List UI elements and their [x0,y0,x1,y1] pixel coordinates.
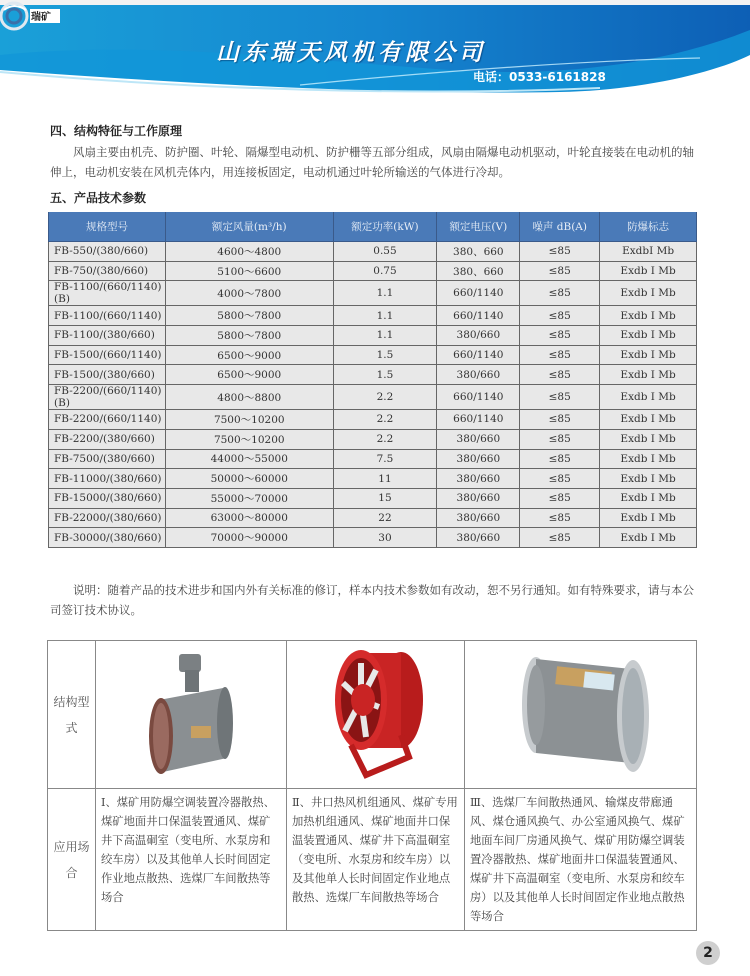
svg-text:瑞矿: 瑞矿 [31,12,51,23]
spec-cell: 380/660 [437,326,520,346]
spec-cell: 7500～10200 [165,410,333,430]
spec-cell: 2.2 [333,429,437,449]
spec-cell: 380/660 [437,365,520,385]
fan-image-2 [287,641,465,789]
spec-cell: FB-1100/(660/1140)(B) [49,281,166,306]
spec-header-cell: 噪声 dB(A) [520,212,600,242]
spec-row [49,281,697,306]
spec-cell: ExdbI Mb [600,242,697,262]
spec-cell: 7.5 [333,449,437,469]
spec-cell: FB-550/(380/660) [49,242,166,262]
spec-cell: 1.1 [333,326,437,346]
spec-row [49,508,697,528]
spec-cell: ≤85 [520,429,600,449]
spec-cell: 660/1140 [437,345,520,365]
spec-cell: 5100～6600 [165,261,333,281]
spec-cell: 660/1140 [437,385,520,410]
spec-cell: 55000～70000 [165,488,333,508]
spec-cell: 660/1140 [437,281,520,306]
spec-row [49,449,697,469]
application-2: Ⅱ、井口热风机组通风、煤矿专用加热机组通风、煤矿地面井口保温装置通风、煤矿井下高温硐室（变电所、水泵房和绞车房）以及其他单人长时间固定作业地点散热、选煤厂车间散热等场合 [287,789,465,931]
spec-header-cell: 防爆标志 [600,212,697,242]
company-name: 山东瑞天风机有限公司 [216,39,486,66]
spec-cell: 380、660 [437,242,520,262]
spec-cell: 380/660 [437,469,520,489]
spec-cell: Exdb I Mb [600,345,697,365]
spec-cell: 70000～90000 [165,528,333,548]
spec-cell: 0.75 [333,261,437,281]
spec-cell: FB-7500/(380/660) [49,449,166,469]
spec-cell: ≤85 [520,469,600,489]
spec-cell: Exdb I Mb [600,528,697,548]
spec-cell: FB-15000/(380/660) [49,488,166,508]
spec-cell: 5800～7800 [165,326,333,346]
application-label: 应用场合 [48,789,96,931]
spec-cell: 380/660 [437,528,520,548]
spec-cell: 660/1140 [437,410,520,430]
spec-cell: ≤85 [520,365,600,385]
header-banner [0,0,750,100]
section5-title: 五、产品技术参数 [50,191,147,205]
spec-cell: 380/660 [437,429,520,449]
section4-title: 四、结构特征与工作原理 [50,124,183,138]
spec-row [49,306,697,326]
spec-cell: 380/660 [437,449,520,469]
spec-cell: 7500～10200 [165,429,333,449]
spec-cell: 1.1 [333,281,437,306]
spec-row [49,429,697,449]
fan-image-1 [96,641,287,789]
axial-fan-red-image [321,645,431,780]
spec-cell: FB-1100/(380/660) [49,326,166,346]
spec-cell: 2.2 [333,385,437,410]
spec-cell: 1.5 [333,365,437,385]
spec-cell: 4800～8800 [165,385,333,410]
spec-cell: Exdb I Mb [600,410,697,430]
spec-header-cell: 额定功率(kW) [333,212,437,242]
spec-cell: ≤85 [520,488,600,508]
spec-cell: 5800～7800 [165,306,333,326]
application-3: Ⅲ、选煤厂车间散热通风、输煤皮带廊通风、煤仓通风换气、办公室通风换气、煤矿地面车间厂房通风换气、煤矿用防爆空调装置冷器散热、煤矿地面井口保温装置通风、煤矿井下高温硐室（变电所、水泵房和绞车房）以及其他单人长时间固定作业地点散热等场合 [465,789,697,931]
spec-cell: ≤85 [520,281,600,306]
explosion-proof-fan-gray-image [131,648,251,778]
spec-cell: FB-2200/(660/1140)(B) [49,385,166,410]
spec-cell: 380/660 [437,488,520,508]
application-table [47,640,697,931]
application-row [48,789,697,931]
spec-row [49,385,697,410]
spec-cell: Exdb I Mb [600,281,697,306]
spec-cell: Exdb I Mb [600,469,697,489]
spec-cell: FB-1500/(380/660) [49,365,166,385]
spec-cell: Exdb I Mb [600,385,697,410]
spec-cell: ≤85 [520,306,600,326]
spec-cell: 380、660 [437,261,520,281]
spec-cell: ≤85 [520,410,600,430]
spec-cell: FB-2200/(660/1140) [49,410,166,430]
spec-cell: Exdb I Mb [600,306,697,326]
spec-cell: 1.5 [333,345,437,365]
fan-image-3 [465,641,697,789]
spec-cell: Exdb I Mb [600,508,697,528]
spec-row [49,365,697,385]
spec-cell: ≤85 [520,242,600,262]
spec-row [49,242,697,262]
spec-row [49,469,697,489]
spec-cell: FB-30000/(380/660) [49,528,166,548]
spec-header-cell: 规格型号 [49,212,166,242]
spec-cell: FB-1100/(660/1140) [49,306,166,326]
spec-row [49,410,697,430]
spec-row [49,326,697,346]
spec-cell: ≤85 [520,261,600,281]
spec-cell: ≤85 [520,345,600,365]
spec-cell: 6500～9000 [165,365,333,385]
spec-header-row [49,212,697,242]
spec-cell: 4000～7800 [165,281,333,306]
spec-cell: Exdb I Mb [600,449,697,469]
spec-cell: FB-2200/(380/660) [49,429,166,449]
axial-fan-gray-image [506,645,656,780]
spec-cell: FB-750/(380/660) [49,261,166,281]
spec-cell: 660/1140 [437,306,520,326]
spec-cell: FB-1500/(660/1140) [49,345,166,365]
spec-cell: 2.2 [333,410,437,430]
spec-cell: ≤85 [520,385,600,410]
spec-cell: 63000～80000 [165,508,333,528]
note-text: 说明：随着产品的技术进步和国内外有关标准的修订，样本内技术参数如有改动，恕不另行通知。如有特殊要求，请与本公司签订技术协议。 [50,583,694,617]
spec-row [49,261,697,281]
spec-table-body [49,242,697,548]
spec-cell: FB-22000/(380/660) [49,508,166,528]
spec-row [49,345,697,365]
spec-cell: 0.55 [333,242,437,262]
spec-cell: ≤85 [520,326,600,346]
spec-cell: 4600～4800 [165,242,333,262]
spec-cell: FB-11000/(380/660) [49,469,166,489]
spec-cell: Exdb I Mb [600,365,697,385]
spec-cell: 1.1 [333,306,437,326]
phone-number: 电话：0533-6161828 [473,70,606,84]
spec-row [49,528,697,548]
spec-cell: ≤85 [520,449,600,469]
spec-header-cell: 额定风量(m³/h) [165,212,333,242]
spec-row [49,488,697,508]
spec-cell: 6500～9000 [165,345,333,365]
company-logo [0,0,70,32]
spec-cell: 15 [333,488,437,508]
spec-cell: Exdb I Mb [600,261,697,281]
spec-cell: 22 [333,508,437,528]
structure-label: 结构型式 [48,641,96,789]
spec-cell: 44000～55000 [165,449,333,469]
spec-cell: 380/660 [437,508,520,528]
spec-header-cell: 额定电压(V) [437,212,520,242]
spec-cell: ≤85 [520,528,600,548]
spec-cell: Exdb I Mb [600,488,697,508]
spec-table [48,212,697,548]
application-1: Ⅰ、煤矿用防爆空调装置冷器散热、煤矿地面井口保温装置通风、煤矿井下高温硐室（变电所、水泵房和绞车房）以及其他单人长时间固定作业地点散热、选煤厂车间散热等场合 [96,789,287,931]
spec-cell: 30 [333,528,437,548]
page-number: 2 [696,941,720,965]
spec-cell: 11 [333,469,437,489]
section4-body: 风扇主要由机壳、防护圈、叶轮、隔爆型电动机、防护栅等五部分组成，风扇由隔爆电动机驱动，叶轮直接装在电动机的轴伸上，电动机安装在风机壳体内，用连接板固定，电动机通过叶轮所输送的气体进行冷却。 [50,145,694,179]
spec-cell: 50000～60000 [165,469,333,489]
structure-row [48,641,697,789]
spec-cell: Exdb I Mb [600,326,697,346]
spec-cell: ≤85 [520,508,600,528]
spec-cell: Exdb I Mb [600,429,697,449]
